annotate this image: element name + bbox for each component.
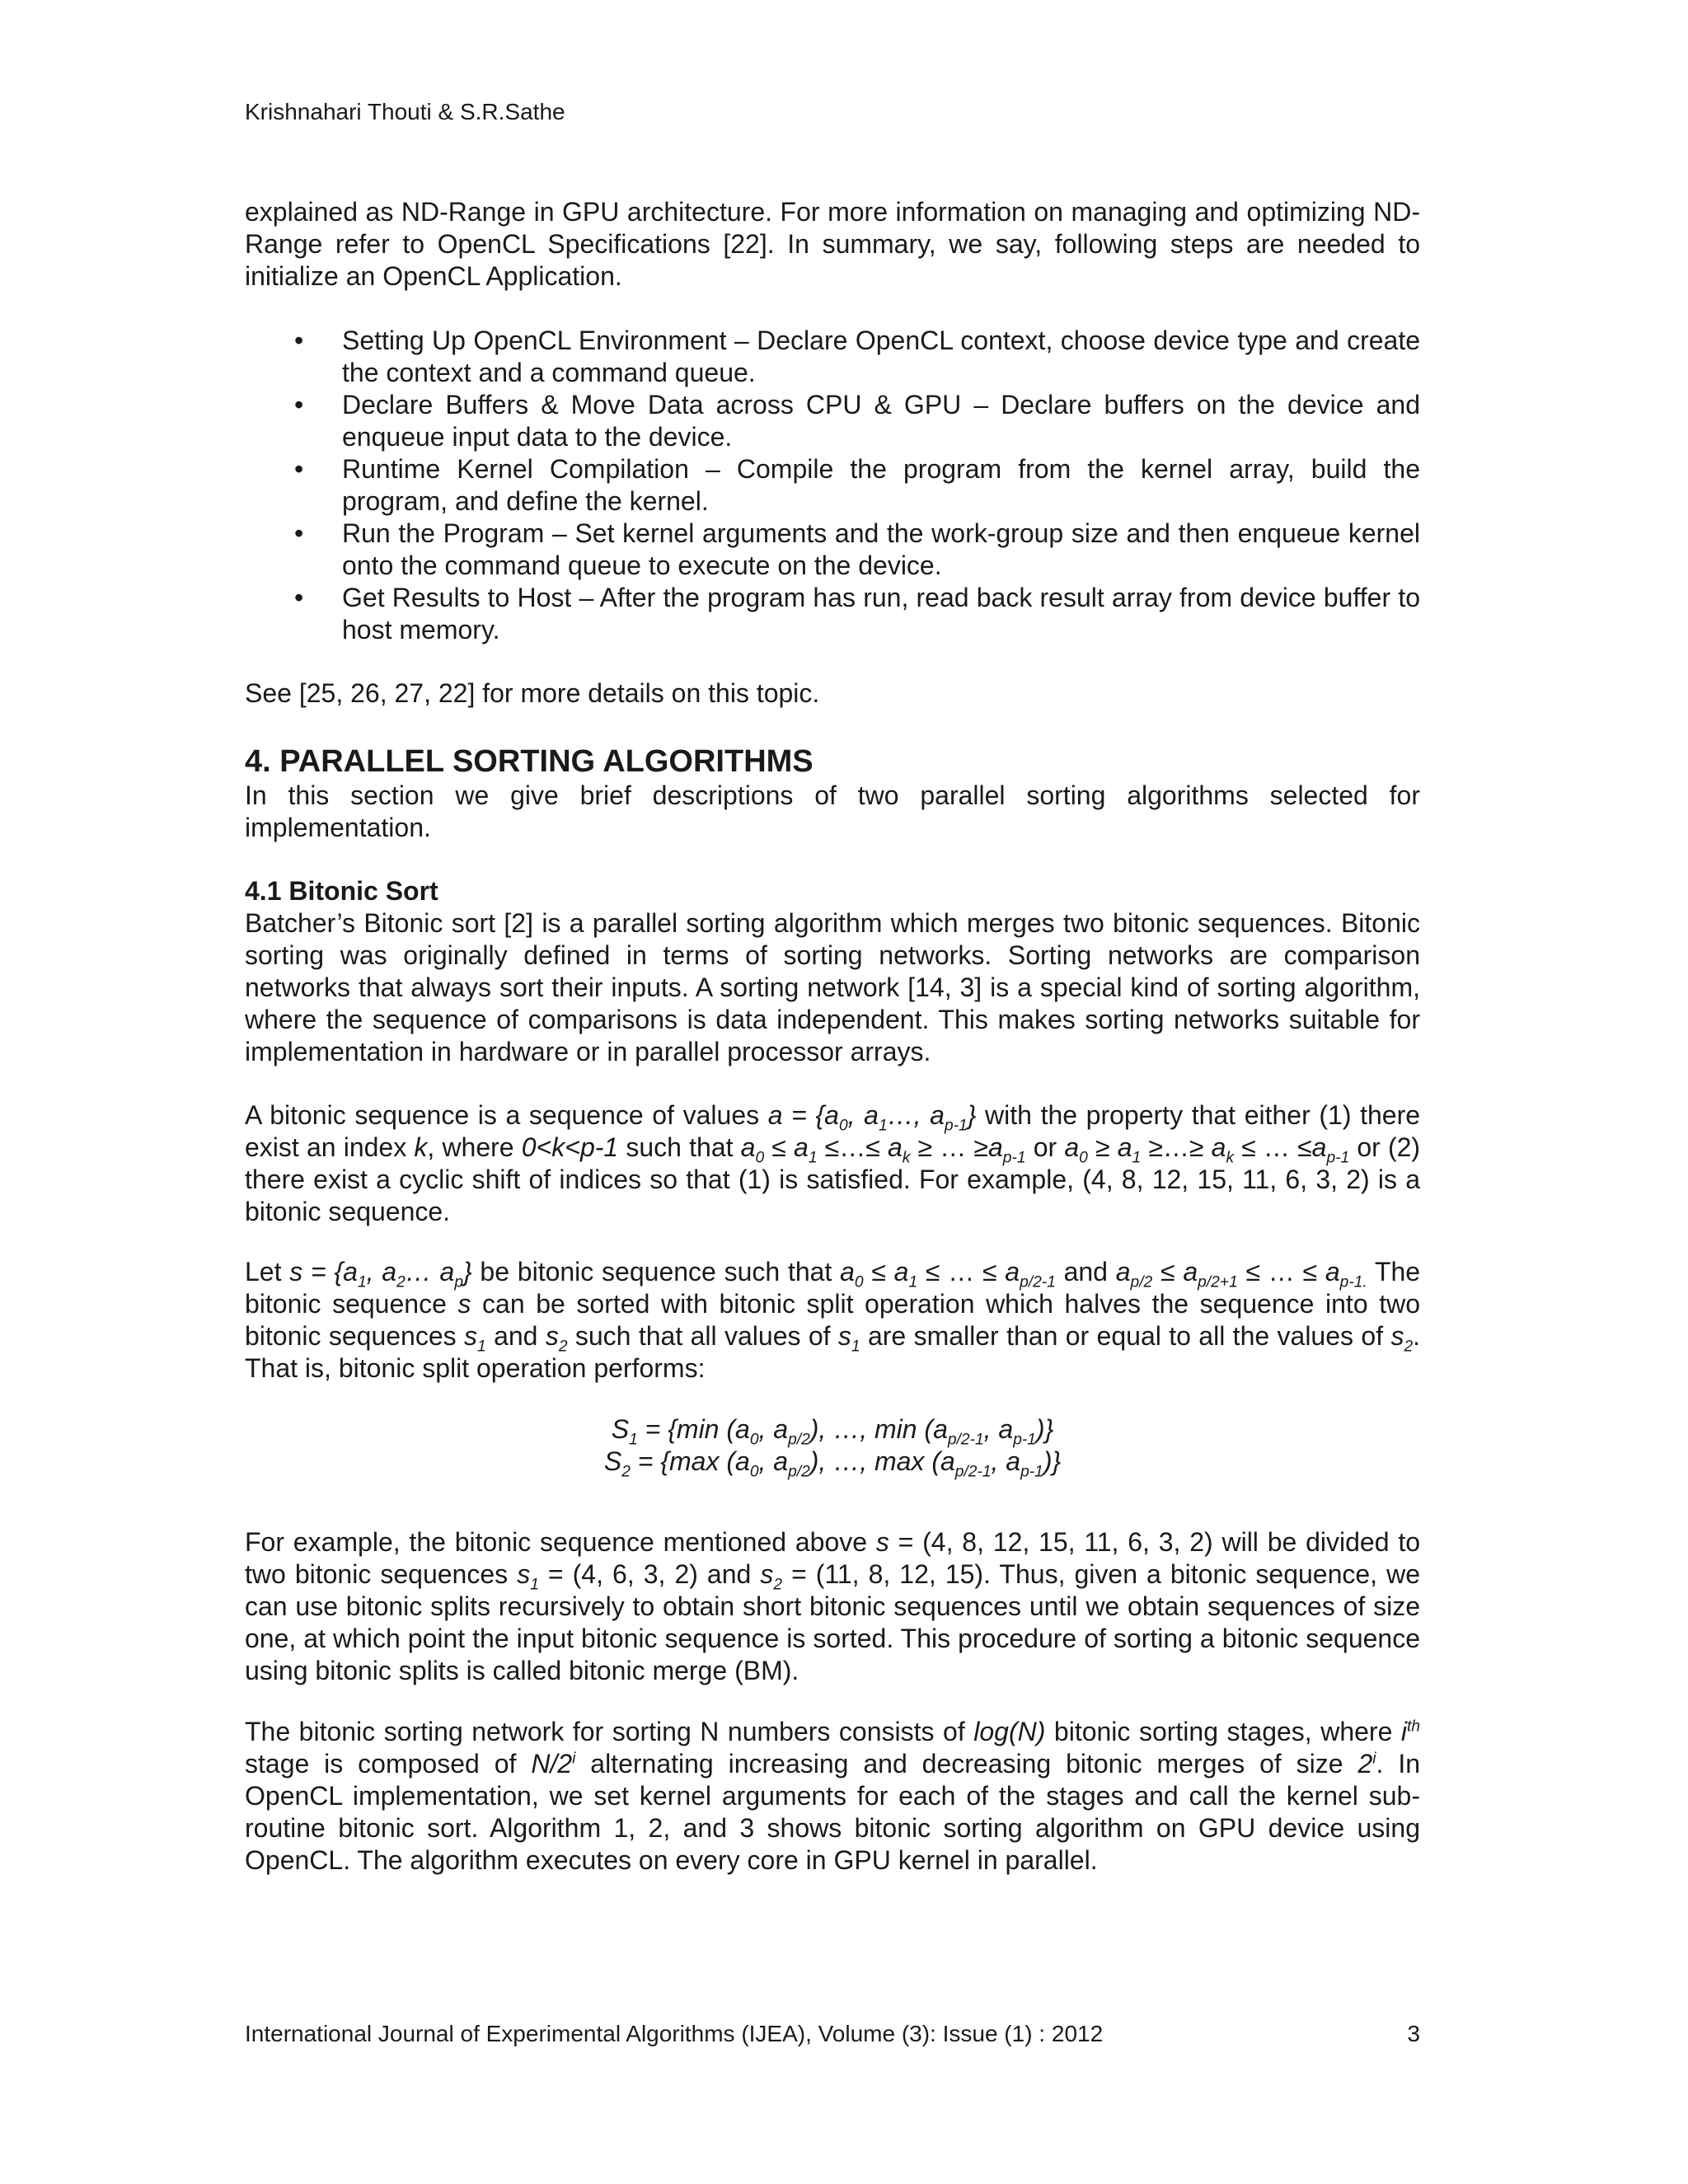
section-heading: 4. PARALLEL SORTING ALGORITHMS — [245, 744, 814, 779]
bitonic-definition-block — [245, 1099, 1420, 1228]
bitonic-definition-paragraph: A bitonic sequence is a sequence of values $a = \{a_0$, $a_1\dots$, $a_{p-1}$} with the property that either (1) there exist an index k, where 0<k<p-1 such that $a_0 \le a_1$ ≤…≤ $a_k$ ≥ … $\ge a_{p-1}$ or $a_0 \ge a_1$ ≥…≥ $a_k$ ≤ … $\le a_{p-1}$ or (2) there exist a cyclic shift of indices so that (1) is satisfied. For example, (4, 8, 12, 15, 11, 6, 3, 2) is a bitonic sequence. — [245, 1100, 1421, 1226]
bitonic-network-block — [245, 1716, 1420, 1877]
see-more-block — [245, 677, 1420, 710]
section-4-1 — [245, 875, 1420, 1068]
list-item-text: Declare Buffers & Move Data across CPU & GPU – Declare buffers on the device and enqueue input data to the device. — [342, 390, 1420, 452]
equation-s2: $S_2 = \{\max$ ($a_0$, $a_{p/2}$), …, $\max (a_{p/2-1}$, $a_{p-1}$)} — [603, 1446, 1062, 1481]
subsection-heading: 4.1 Bitonic Sort — [245, 876, 438, 906]
bitonic-split-block — [245, 1256, 1420, 1385]
bitonic-merge-paragraph: For example, the bitonic sequence mentioned above s = (4, 8, 12, 15, 11, 6, 3, 2) will be divided to two bitonic sequences $s_1 = (4$, 6, 3, 2) and $s_2 = (11$, 8, 12, 15). Thus, given a bitonic sequence, we can use bitonic splits recursively to obtain short bitonic sequences until we obtain sequences of size one, at which point the input bitonic sequence is sorted. This procedure of sorting a bitonic sequence using bitonic splits is called bitonic merge (BM). — [245, 1527, 1421, 1685]
bullet-icon: • — [294, 326, 304, 355]
page-number: 3 — [1407, 2021, 1420, 2046]
see-more-text: See [25, 26, 27, 22] for more details on this topic. — [245, 678, 820, 708]
list-item-text: Runtime Kernel Compilation – Compile the program from the kernel array, build the program, and define the kernel. — [342, 454, 1420, 516]
intro-paragraph: explained as ND-Range in GPU architecture. For more information on managing and optimizing ND-Range refer to OpenCL Specifications [22]. In summary, we say, following steps are needed to initialize an OpenCL Application. — [245, 197, 1420, 291]
bullet-icon: • — [294, 583, 304, 612]
journal-citation: International Journal of Experimental Algorithms (IJEA), Volume (3): Issue (1) : 2012 — [245, 2021, 1104, 2046]
bitonic-network-paragraph: The bitonic sorting network for sorting N numbers consists of log(N) bitonic sorting stages, where $i^{th}$ stage is composed of N/2$^i$ alternating increasing and decreasing bitonic merges of size 2$^i$. In OpenCL implementation, we set kernel arguments for each of the stages and call the kernel sub-routine bitonic sort. Algorithm 1, 2, and 3 shows bitonic sorting algorithm on GPU device using OpenCL. The algorithm executes on every core in GPU kernel in parallel. — [245, 1717, 1421, 1875]
bitonic-merge-block — [245, 1526, 1420, 1687]
bullet-icon: • — [294, 454, 304, 484]
equation-s1: $S_1 = \{\min$ ($a_0$, $a_{p/2}$), …, $\min (a_{p/2-1}$, $a_{p-1}$)} — [611, 1414, 1054, 1449]
bitonic-split-paragraph: Let $s = \{a_1$, $a_2\dots$ $a_p$} be bitonic sequence such that $a_0 \le a_1$ ≤ … ≤ $a_{p/2-1}$ and $a_{p/2} \le a_{p/2+1}$ ≤ … ≤ $a_{p-1.}$ The bitonic sequence s can be sorted with bitonic split operation which halves the sequence into two bitonic sequences $s_1$ and $s_2$ such that all values of $s_1$ are smaller than or equal to all the values of $s_2$. That is, bitonic split operation performs: — [245, 1257, 1421, 1383]
list-item-text: Run the Program – Set kernel arguments and the work-group size and then enqueue kernel onto the command queue to execute on the device. — [342, 518, 1420, 580]
section-intro: In this section we give brief descriptions of two parallel sorting algorithms selected for implementation. — [245, 780, 1420, 842]
list-item-text: Get Results to Host – After the program has run, read back result array from device buffer to host memory. — [342, 583, 1420, 644]
list-item — [245, 325, 1420, 389]
intro-paragraph-block — [245, 196, 1420, 293]
list-item — [245, 518, 1420, 582]
page-footer — [245, 2021, 1420, 2047]
list-item — [245, 389, 1420, 453]
bullet-icon: • — [294, 390, 304, 419]
list-item-text: Setting Up OpenCL Environment – Declare OpenCL context, choose device type and create the context and a command queue. — [342, 326, 1420, 387]
opencl-steps-list — [245, 325, 1420, 646]
list-item — [245, 582, 1420, 646]
section-4 — [245, 743, 1420, 844]
list-item — [245, 453, 1420, 518]
bitonic-intro-paragraph: Batcher’s Bitonic sort [2] is a parallel sorting algorithm which merges two bitonic sequences. Bitonic sorting was originally defined in terms of sorting networks. Sorting networks are comparison networks that always sort their inputs. A sorting network [14, 3] is a special kind of sorting algorithm, where the sequence of comparisons is data independent. This makes sorting networks suitable for implementation in hardware or in parallel processor arrays. — [245, 908, 1420, 1066]
running-header-authors: Krishnahari Thouti & S.R.Sathe — [245, 99, 565, 124]
bullet-icon: • — [294, 518, 304, 548]
